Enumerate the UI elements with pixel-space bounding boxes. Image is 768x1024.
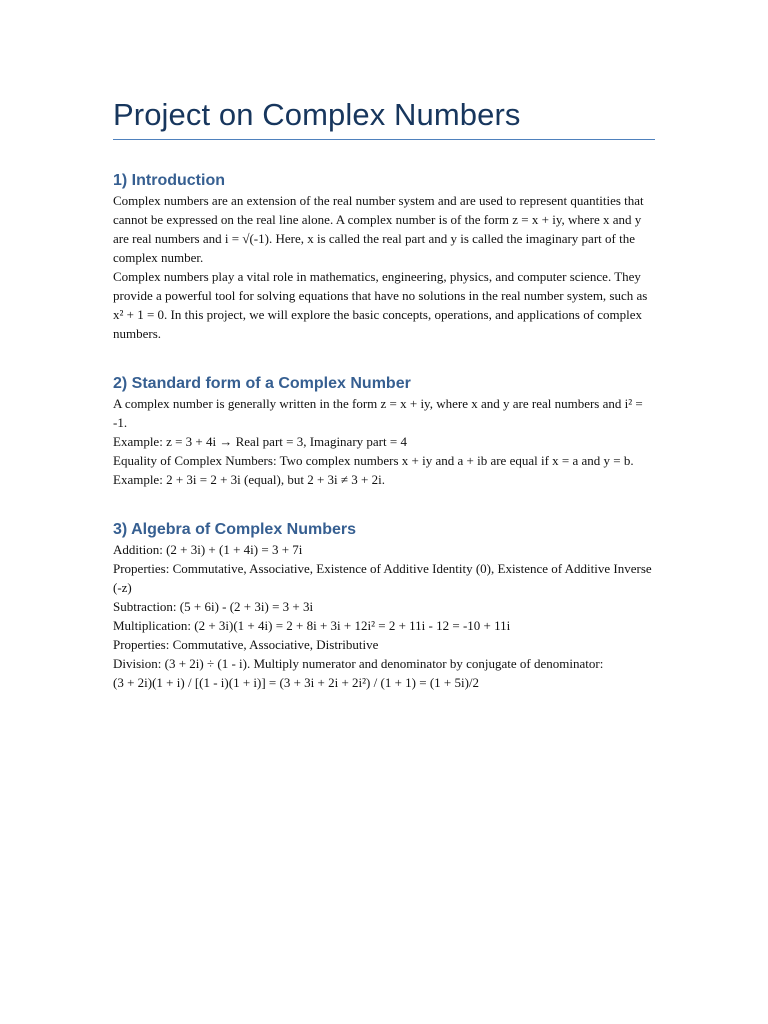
paragraph: Addition: (2 + 3i) + (1 + 4i) = 3 + 7i — [113, 542, 303, 557]
section-standard-form — [113, 374, 655, 489]
paragraph: Multiplication: (2 + 3i)(1 + 4i) = 2 + 8i + 3i + 12i² = 2 + 11i - 12 = -10 + 11i — [113, 618, 511, 633]
section-introduction — [113, 171, 655, 343]
document-title: Project on Complex Numbers — [113, 97, 521, 132]
paragraph: (3 + 2i)(1 + i) / [(1 - i)(1 + i)] = (3 + 3i + 2i + 2i²) / (1 + 1) = (1 + 5i)/2 — [113, 675, 480, 690]
section-heading: 2) Standard form of a Complex Number — [113, 375, 411, 392]
paragraph: Properties: Commutative, Associative, Existence of Additive Identity (0), Existence of Additive Inverse (-z) — [113, 561, 652, 595]
paragraph: Example: 2 + 3i = 2 + 3i (equal), but 2 + 3i ≠ 3 + 2i. — [113, 472, 385, 487]
paragraph: Example: z = 3 + 4i → Real part = 3, Imaginary part = 4 — [113, 434, 407, 449]
paragraph: Complex numbers play a vital role in mathematics, engineering, physics, and computer science. They provide a powerful tool for solving equations that have no solutions in the real number system, such as x² + 1 = 0. In this project, we will explore the basic concepts, operations, and applications of complex numbers. — [113, 269, 648, 341]
section-algebra — [113, 520, 655, 692]
paragraph: A complex number is generally written in the form z = x + iy, where x and y are real numbers and i² = -1. — [113, 396, 643, 430]
section-heading: 3) Algebra of Complex Numbers — [113, 521, 357, 538]
section-heading: 1) Introduction — [113, 172, 225, 189]
paragraph: Division: (3 + 2i) ÷ (1 - i). Multiply numerator and denominator by conjugate of denominator: — [113, 656, 604, 671]
paragraph: Equality of Complex Numbers: Two complex numbers x + iy and a + ib are equal if x = a and y = b. — [113, 453, 634, 468]
title-underline — [113, 139, 655, 140]
paragraph: Subtraction: (5 + 6i) - (2 + 3i) = 3 + 3i — [113, 599, 314, 614]
paragraph: Complex numbers are an extension of the real number system and are used to represent quantities that cannot be expressed on the real line alone. A complex number is of the form z = x + iy, where x and y are real numbers and i = √(-1). Here, x is called the real part and y is called the imaginary part of the complex number. — [113, 193, 644, 265]
paragraph: Properties: Commutative, Associative, Distributive — [113, 637, 379, 652]
